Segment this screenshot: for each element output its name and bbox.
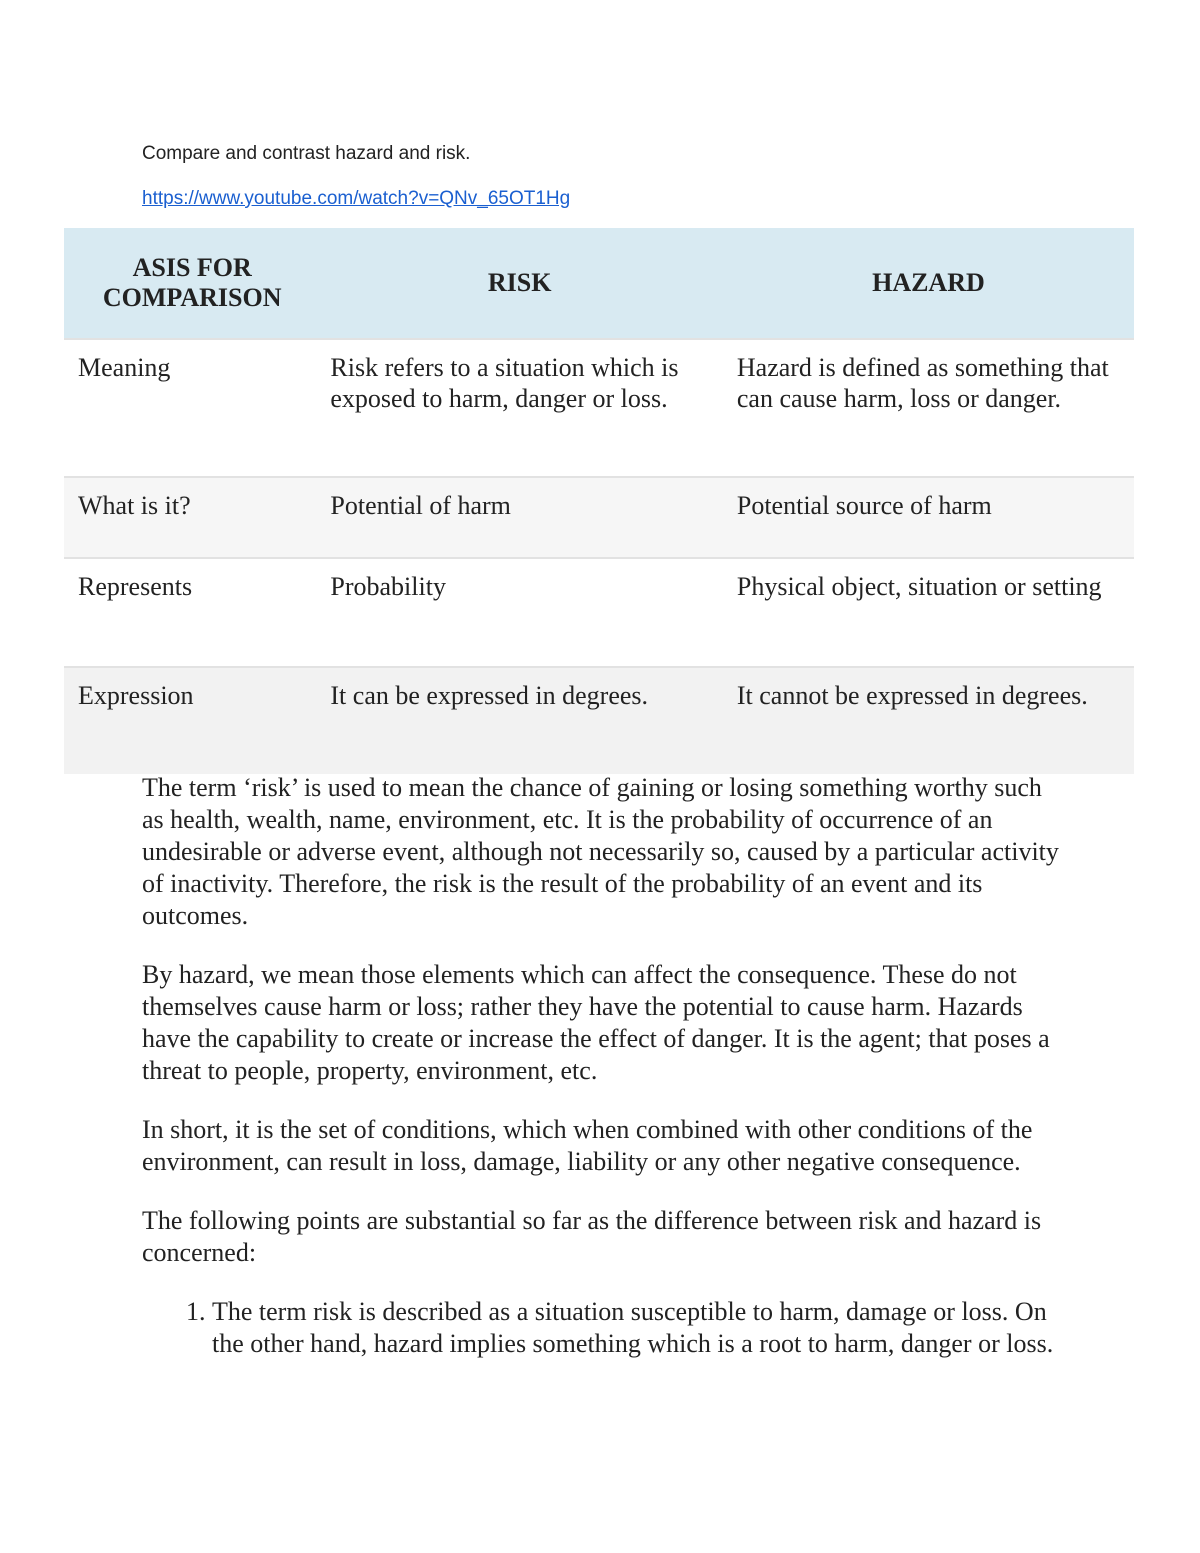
cell-hazard: Hazard is defined as something that can cause harm, loss or danger. <box>723 339 1134 477</box>
header-hazard: HAZARD <box>723 228 1134 339</box>
table-row-what-is-it <box>64 477 1134 558</box>
list-item: 1. The term risk is described as a situation susceptible to harm, damage or loss. On the other hand, hazard implies something which is a root to harm, danger or loss. <box>212 1296 1062 1360</box>
table-row-expression <box>64 667 1134 774</box>
cell-risk: It can be expressed in degrees. <box>316 667 722 774</box>
cell-basis: Expression <box>64 667 316 774</box>
header-basis: ASIS FOR COMPARISON <box>64 228 316 339</box>
paragraph-risk: The term ‘risk’ is used to mean the chance of gaining or losing something worthy such as health, wealth, name, environment, etc. It is the probability of occurrence of an undesirable or adverse event, although not necessarily so, caused by a particular activity of inactivity. Therefore, the risk is the result of the probability of an event and its outcomes. <box>142 773 1059 930</box>
cell-hazard: It cannot be expressed in degrees. <box>723 667 1134 774</box>
cell-hazard: Potential source of harm <box>723 477 1134 558</box>
paragraph-following-points: The following points are substantial so far as the difference between risk and hazard is concerned: <box>142 1206 1042 1267</box>
paragraph-hazard: By hazard, we mean those elements which can affect the consequence. These do not themselves cause harm or loss; rather they have the potential to cause harm. Hazards have the capability to create or increase the effect of danger. It is the agent; that poses a threat to people, property, environment, etc. <box>142 960 1050 1085</box>
cell-risk: Potential of harm <box>316 477 722 558</box>
cell-risk: Risk refers to a situation which is exposed to harm, danger or loss. <box>316 339 722 477</box>
youtube-link[interactable]: https://www.youtube.com/watch?v=QNv_65OT1Hg <box>142 188 571 209</box>
header-risk: RISK <box>316 228 722 339</box>
table-row-meaning <box>64 339 1134 477</box>
body-text <box>142 772 1062 1360</box>
cell-basis: Meaning <box>64 339 316 477</box>
difference-list <box>142 1296 1062 1360</box>
cell-basis: What is it? <box>64 477 316 558</box>
comparison-table <box>64 228 1134 774</box>
paragraph-in-short: In short, it is the set of conditions, which when combined with other conditions of the environment, can result in loss, damage, liability or any other negative consequence. <box>142 1115 1033 1176</box>
cell-basis: Represents <box>64 558 316 667</box>
intro-question: Compare and contrast hazard and risk. <box>142 143 471 164</box>
cell-hazard: Physical object, situation or setting <box>723 558 1134 667</box>
table-header-row <box>64 228 1134 339</box>
table-row-represents <box>64 558 1134 667</box>
cell-risk: Probability <box>316 558 722 667</box>
